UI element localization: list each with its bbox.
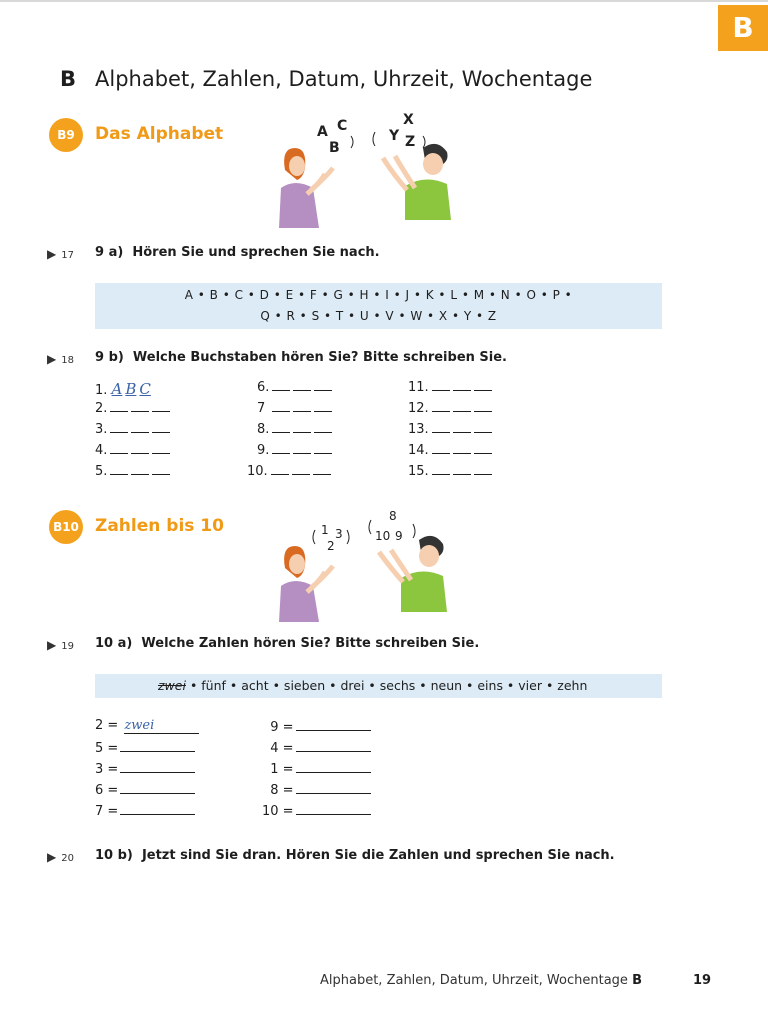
exercise-10a-heading: 10 a) Welche Zahlen hören Sie? Bitte schreiben Sie. xyxy=(95,636,480,651)
letters-item[interactable]: 6. xyxy=(257,380,332,401)
audio-track-19[interactable]: ▶ 19 xyxy=(47,638,74,652)
chapter-letter: B xyxy=(60,67,77,91)
exercise-9b-heading: 9 b) Welche Buchstaben hören Sie? Bitte schreiben Sie. xyxy=(95,350,507,365)
number-item[interactable]: 8 = xyxy=(262,781,371,802)
illus-letter-a: A xyxy=(317,124,328,140)
letters-item[interactable]: 8. xyxy=(257,422,332,443)
exercise-9a-heading: 9 a) Hören Sie und sprechen Sie nach. xyxy=(95,245,380,260)
illus-number-10: 10 xyxy=(375,529,391,543)
numbers-column-left xyxy=(95,718,199,823)
woman-figure xyxy=(279,148,333,228)
illus-letter-x: X xyxy=(403,112,414,128)
woman-figure xyxy=(279,546,333,622)
number-item[interactable]: 4 = xyxy=(262,739,371,760)
section-title-alphabet: Das Alphabet xyxy=(95,124,224,144)
letters-item[interactable]: 15. xyxy=(408,464,492,485)
struck-word: zwei xyxy=(158,678,186,693)
letters-item[interactable]: 3. xyxy=(95,422,170,443)
audio-track-20[interactable]: ▶ 20 xyxy=(47,850,74,864)
letters-item[interactable]: 9. xyxy=(257,443,332,464)
number-item[interactable]: 10 = xyxy=(262,802,371,823)
number-words-box xyxy=(95,674,662,698)
page-footer: Alphabet, Zahlen, Datum, Uhrzeit, Wochentage B xyxy=(320,973,642,988)
number-item[interactable]: 9 = xyxy=(262,718,371,739)
letters-item[interactable]: 14. xyxy=(408,443,492,464)
illus-letter-y: Y xyxy=(389,128,400,144)
page-number: 19 xyxy=(693,973,712,988)
people-numbers-illustration xyxy=(255,500,485,625)
illus-number-8: 8 xyxy=(389,509,397,523)
letters-item[interactable]: 4. xyxy=(95,443,170,464)
letters-item[interactable]: 5. xyxy=(95,464,170,485)
illus-number-9: 9 xyxy=(395,529,403,543)
letters-column-1 xyxy=(95,380,170,485)
number-item[interactable]: 6 = xyxy=(95,781,199,802)
letters-item[interactable]: 2. xyxy=(95,401,170,422)
man-figure xyxy=(383,144,451,220)
section-badge-b10: B10 xyxy=(49,510,83,544)
man-figure xyxy=(379,536,447,612)
section-title-zahlen: Zahlen bis 10 xyxy=(95,516,224,536)
number-item[interactable]: 7 = xyxy=(95,802,199,823)
play-icon: ▶ xyxy=(47,247,57,261)
page-top-line xyxy=(0,0,768,2)
play-icon: ▶ xyxy=(47,638,57,652)
letters-item[interactable]: 12. xyxy=(408,401,492,422)
illus-number-1: 1 xyxy=(321,523,329,537)
number-item[interactable]: 5 = xyxy=(95,739,199,760)
alphabet-box xyxy=(95,283,662,329)
letters-column-2 xyxy=(247,380,332,485)
illus-number-2: 2 xyxy=(327,539,335,553)
chapter-corner-tab: B xyxy=(718,5,768,51)
audio-track-18[interactable]: ▶ 18 xyxy=(47,352,74,366)
illus-letter-z: Z xyxy=(405,134,416,150)
letters-column-3 xyxy=(408,380,492,485)
play-icon: ▶ xyxy=(47,850,57,864)
number-item-example: 2 = zwei xyxy=(95,718,199,739)
alphabet-line-1: A • B • C • D • E • F • G • H • I • J • K • L • M • N • O • P • xyxy=(184,288,573,302)
exercise-10b-heading: 10 b) Jetzt sind Sie dran. Hören Sie die Zahlen und sprechen Sie nach. xyxy=(95,848,615,863)
letters-item-1: 1. A B C xyxy=(95,380,170,401)
number-word-list: • fünf • acht • sieben • drei • sechs • neun • eins • vier • zehn xyxy=(189,678,588,693)
people-alphabet-illustration xyxy=(255,108,485,233)
play-icon: ▶ xyxy=(47,352,57,366)
letters-item[interactable]: 10. xyxy=(247,464,332,485)
number-item[interactable]: 3 = xyxy=(95,760,199,781)
number-item[interactable]: 1 = xyxy=(262,760,371,781)
illus-letter-c: C xyxy=(337,118,348,134)
numbers-column-right xyxy=(262,718,371,823)
letters-item[interactable]: 11. xyxy=(408,380,492,401)
illus-letter-b: B xyxy=(329,140,340,156)
section-badge-b9: B9 xyxy=(49,118,83,152)
letters-item[interactable]: 13. xyxy=(408,422,492,443)
illus-number-3: 3 xyxy=(335,527,343,541)
chapter-title: Alphabet, Zahlen, Datum, Uhrzeit, Wochentage xyxy=(95,67,593,91)
letters-item[interactable]: 7 xyxy=(257,401,332,422)
audio-track-17[interactable]: ▶ 17 xyxy=(47,247,74,261)
example-answer: A B C xyxy=(111,380,151,398)
alphabet-line-2: Q • R • S • T • U • V • W • X • Y • Z xyxy=(260,309,497,323)
